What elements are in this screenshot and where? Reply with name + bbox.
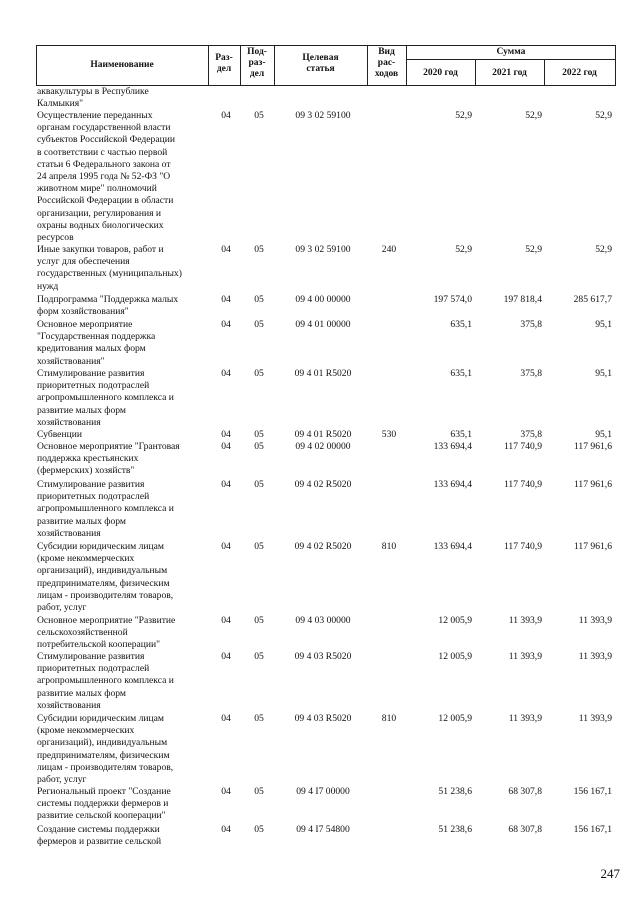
row-cst: 09 4 02 R5020 [294,479,352,490]
row-sum-2020: 133 694,4 [433,541,472,552]
row-razdel: 04 [221,368,231,379]
page-number: 247 [600,866,620,881]
row-sum-2020: 197 574,0 [433,294,472,305]
row-vid: 810 [381,541,397,552]
row-cst: 09 4 01 R5020 [294,429,352,440]
row-sum-2022: 11 393,9 [578,615,612,626]
row-sum-2021: 52,9 [525,244,542,255]
row-sum-2021: 52,9 [525,110,542,121]
row-name: Иные закупки товаров, работ и услуг для обеспечения государственных (муниципальных) нужд [37,244,182,292]
row-podrazdel: 05 [254,110,264,121]
row-razdel: 04 [221,319,231,330]
row-sum-2022: 156 167,1 [573,786,612,797]
row-razdel: 04 [221,615,231,626]
row-sum-2021: 117 740,9 [503,479,542,490]
row-sum-2022: 117 961,6 [573,479,612,490]
row-sum-2020: 635,1 [450,319,472,330]
row-sum-2021: 68 307,8 [508,824,542,835]
row-razdel: 04 [221,651,231,662]
row-name: Субсидии юридическим лицам (кроме некоммерческих организаций), индивидуальным предпринимателям, физическим лицам - производителям товаров, работ, услуг [37,541,174,614]
row-cst: 09 4 00 00000 [295,294,351,305]
row-name: аквакультуры в Республике Калмыкия" [37,86,149,110]
row-podrazdel: 05 [254,368,264,379]
row-name: Основное мероприятие "Грантовая поддержка крестьянских (фермерских) хозяйств" [37,441,180,477]
row-sum-2020: 51 238,6 [438,824,472,835]
row-podrazdel: 05 [254,441,264,452]
header-2020: 2020 год [423,68,458,78]
row-podrazdel: 05 [254,541,264,552]
row-sum-2022: 11 393,9 [578,713,612,724]
row-sum-2020: 133 694,4 [433,441,472,452]
row-sum-2022: 156 167,1 [573,824,612,835]
table-header [36,45,616,86]
row-sum-2021: 197 818,4 [503,294,542,305]
row-cst: 09 4 02 00000 [295,441,351,452]
row-podrazdel: 05 [254,786,264,797]
row-sum-2021: 11 393,9 [508,651,542,662]
header-summa: Сумма [496,47,526,57]
row-razdel: 04 [221,294,231,305]
row-name: Осуществление переданных органам государственной власти субъектов Российской Федерации в соответствии с частью первой статьи 6 Федерального закона от 24 апреля 1995 года № 52-ФЗ "О животном мире" полномочий Российской Федерации в области организации, регулирования и охраны водных биологических ресурсов [37,110,175,244]
row-sum-2021: 11 393,9 [508,615,542,626]
row-vid: 810 [381,713,397,724]
row-sum-2020: 52,9 [455,110,472,121]
row-cst: 09 3 02 59100 [295,110,351,121]
row-sum-2020: 12 005,9 [438,713,472,724]
row-cst: 09 4 03 R5020 [294,651,352,662]
row-sum-2021: 117 740,9 [503,541,542,552]
row-sum-2020: 635,1 [450,429,472,440]
row-razdel: 04 [221,479,231,490]
row-sum-2020: 635,1 [450,368,472,379]
row-sum-2021: 375,8 [520,429,542,440]
row-name: Стимулирование развития приоритетных подотраслей агропромышленного комплекса и развитие малых форм хозяйствования [37,479,174,539]
row-podrazdel: 05 [254,319,264,330]
row-cst: 09 4 I7 00000 [296,786,350,797]
row-name: Субвенции [37,429,82,440]
row-sum-2021: 375,8 [520,319,542,330]
row-name: Подпрограмма "Поддержка малых форм хозяйствования" [37,294,179,318]
row-cst: 09 4 02 R5020 [294,541,352,552]
row-sum-2020: 12 005,9 [438,615,472,626]
row-cst: 09 4 03 R5020 [294,713,352,724]
row-cst: 09 4 01 R5020 [294,368,352,379]
row-name: Основное мероприятие "Развитие сельскохозяйственной потребительской кооперации" [37,615,176,651]
header-2021: 2021 год [492,68,527,78]
row-razdel: 04 [221,110,231,121]
row-razdel: 04 [221,824,231,835]
row-sum-2022: 52,9 [595,244,612,255]
row-razdel: 04 [221,244,231,255]
row-name: Субсидии юридическим лицам (кроме некоммерческих организаций), индивидуальным предпринимателям, физическим лицам - производителям товаров, работ, услуг [37,713,174,786]
row-sum-2022: 11 393,9 [578,651,612,662]
row-name: Стимулирование развития приоритетных подотраслей агропромышленного комплекса и развитие малых форм хозяйствования [37,368,174,428]
row-sum-2021: 375,8 [520,368,542,379]
row-podrazdel: 05 [254,713,264,724]
row-name: Основное мероприятие "Государственная поддержка кредитования малых форм хозяйствования" [37,319,156,367]
row-name: Стимулирование развития приоритетных подотраслей агропромышленного комплекса и развитие малых форм хозяйствования [37,651,174,711]
row-sum-2022: 117 961,6 [573,441,612,452]
header-2022: 2022 год [562,68,597,78]
row-sum-2021: 117 740,9 [503,441,542,452]
row-sum-2021: 11 393,9 [508,713,542,724]
row-razdel: 04 [221,713,231,724]
row-sum-2022: 95,1 [595,429,612,440]
row-cst: 09 4 01 00000 [295,319,351,330]
row-cst: 09 4 I7 54800 [296,824,350,835]
row-razdel: 04 [221,541,231,552]
header-podrazdel: Под- раз- дел [247,47,267,79]
row-podrazdel: 05 [254,824,264,835]
header-cst: Целевая статья [302,53,339,74]
row-razdel: 04 [221,441,231,452]
row-sum-2022: 95,1 [595,368,612,379]
row-cst: 09 3 02 59100 [295,244,351,255]
header-vid: Вид рас- ходов [374,47,399,79]
row-vid: 240 [381,244,397,255]
row-name: Создание системы поддержки фермеров и развитие сельской [37,824,162,848]
header-razdel: Раз- дел [215,53,233,74]
row-sum-2020: 133 694,4 [433,479,472,490]
row-sum-2021: 68 307,8 [508,786,542,797]
row-podrazdel: 05 [254,244,264,255]
row-sum-2022: 52,9 [595,110,612,121]
row-sum-2020: 52,9 [455,244,472,255]
header-name: Наименование [90,60,154,70]
row-razdel: 04 [221,786,231,797]
row-podrazdel: 05 [254,651,264,662]
row-sum-2022: 117 961,6 [573,541,612,552]
row-podrazdel: 05 [254,294,264,305]
row-cst: 09 4 03 00000 [295,615,351,626]
row-podrazdel: 05 [254,615,264,626]
row-name: Региональный проект "Создание системы поддержки фермеров и развитие сельской кооперации" [37,786,171,822]
row-razdel: 04 [221,429,231,440]
row-sum-2022: 95,1 [595,319,612,330]
row-vid: 530 [381,429,397,440]
row-podrazdel: 05 [254,479,264,490]
row-sum-2022: 285 617,7 [573,294,612,305]
row-podrazdel: 05 [254,429,264,440]
row-sum-2020: 51 238,6 [438,786,472,797]
row-sum-2020: 12 005,9 [438,651,472,662]
